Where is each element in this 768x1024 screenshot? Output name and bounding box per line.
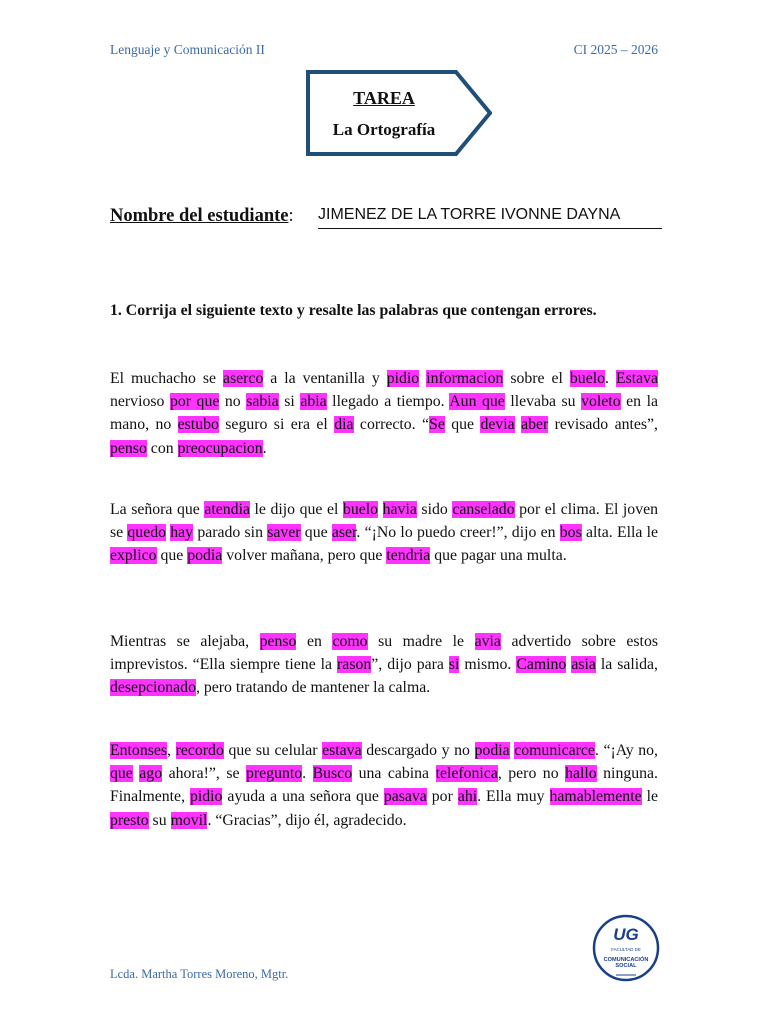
text-run: a la ventanilla y: [263, 370, 387, 387]
text-run: que: [300, 524, 332, 542]
highlighted-error-word: asia: [571, 656, 596, 674]
highlighted-error-word: aber: [521, 416, 549, 434]
title-box: [306, 70, 492, 156]
text-run: llegado a tiempo.: [326, 393, 450, 411]
text-run: volver mañana, pero que: [222, 547, 387, 565]
text-run: mismo.: [459, 656, 517, 674]
highlighted-error-word: aser: [331, 524, 357, 542]
highlighted-error-word: buelo: [569, 370, 605, 387]
highlighted-error-word: si: [448, 656, 460, 674]
highlighted-error-word: recordo: [175, 742, 224, 759]
university-logo: [592, 914, 660, 982]
highlighted-error-word: Estava: [615, 370, 659, 387]
highlighted-error-word: tendria: [386, 547, 431, 565]
text-run: por el clima. El joven se: [110, 501, 659, 542]
text-run: por: [426, 788, 458, 806]
highlighted-error-word: que: [110, 765, 133, 783]
highlighted-error-word: estava: [322, 742, 362, 759]
highlighted-error-word: bos: [559, 524, 582, 542]
text-run: en la mano, no: [110, 393, 658, 434]
text-run: su: [148, 811, 171, 829]
text-run: le dijo que el: [249, 501, 343, 518]
text-run: que pagar una multa.: [430, 547, 567, 565]
text-run: ninguna. Finalmente,: [110, 765, 659, 806]
text-run: .: [302, 765, 313, 783]
text-run: si: [278, 393, 301, 411]
text-run: que: [156, 547, 188, 565]
text-run: una cabina: [352, 765, 436, 783]
highlighted-error-word: Aun que: [449, 393, 505, 411]
paragraph-1: [110, 367, 658, 460]
text-run: que: [444, 416, 481, 434]
text-run: no: [219, 393, 247, 411]
highlighted-error-word: Se: [429, 416, 445, 434]
highlighted-error-word: dia: [334, 416, 354, 434]
highlighted-error-word: podia: [187, 547, 223, 565]
highlighted-error-word: informacion: [426, 370, 504, 387]
title-arrow-shape: [306, 70, 492, 156]
highlighted-error-word: voleto: [581, 393, 621, 411]
text-run: . “Gracias”, dijo él, agradecido.: [207, 811, 407, 829]
text-run: nervioso: [110, 393, 170, 411]
student-field: [110, 204, 662, 232]
highlighted-error-word: pasava: [383, 788, 427, 806]
highlighted-error-word: presto: [110, 811, 149, 829]
highlighted-error-word: podia: [474, 742, 510, 759]
highlighted-error-word: buelo: [342, 501, 379, 518]
highlighted-error-word: ago: [139, 765, 163, 783]
text-run: sobre el: [503, 370, 570, 387]
highlighted-error-word: penso: [259, 633, 297, 650]
paragraph-4: [110, 739, 658, 832]
text-run: .: [605, 370, 616, 387]
highlighted-error-word: comunicarce: [514, 742, 595, 759]
logo-ug: UG: [613, 925, 639, 944]
highlighted-error-word: hamablemente: [549, 788, 642, 806]
text-run: advertido sobre estos imprevistos. “Ella siempre tiene la: [110, 633, 658, 674]
title-tarea: TAREA: [353, 88, 415, 108]
text-run: que su celular: [223, 742, 323, 759]
term-header: CI 2025 – 2026: [573, 42, 658, 57]
highlighted-error-word: abia: [300, 393, 327, 411]
text-run: La señora que: [110, 501, 205, 518]
text-run: le: [641, 788, 658, 806]
highlighted-error-word: atendia: [204, 501, 250, 518]
highlighted-error-word: ahi: [457, 788, 478, 806]
text-run: ”, dijo para: [371, 656, 449, 674]
highlighted-error-word: sabia: [246, 393, 279, 411]
text-run: seguro si era el: [218, 416, 335, 434]
title-subject: La Ortografía: [332, 120, 436, 139]
logo-faculty: FACULTAD DE: [611, 947, 641, 952]
text-run: alta. Ella le: [581, 524, 659, 542]
paragraph-3: [110, 630, 658, 700]
highlighted-error-word: pidio: [386, 370, 420, 387]
text-run: ,: [167, 742, 176, 759]
text-run: . “¡Ay no,: [594, 742, 658, 759]
text-run: El muchacho se: [110, 370, 223, 387]
text-run: [378, 501, 383, 518]
highlighted-error-word: hay: [170, 524, 194, 542]
highlighted-error-word: devia: [480, 416, 515, 434]
highlighted-error-word: explico: [110, 547, 157, 565]
text-run: revisado antes”,: [548, 416, 658, 434]
question-1: 1. Corrija el siguiente texto y resalte las palabras que contengan errores.: [110, 302, 597, 319]
text-run: sido: [416, 501, 453, 518]
text-run: .: [262, 439, 267, 457]
highlighted-error-word: avia: [474, 633, 501, 650]
highlighted-error-word: Camino: [516, 656, 567, 674]
text-run: parado sin: [193, 524, 268, 542]
highlighted-error-word: havia: [382, 501, 417, 518]
highlighted-error-word: desepcionado: [110, 679, 196, 697]
text-run: su madre le: [367, 633, 475, 650]
highlighted-error-word: aserco: [223, 370, 264, 387]
highlighted-error-word: pregunto: [246, 765, 303, 783]
text-run: , pero tratando de mantener la calma.: [195, 679, 431, 697]
text-run: . “¡No lo puedo creer!”, dijo en: [356, 524, 560, 542]
course-header: Lenguaje y Comunicación II: [110, 42, 265, 57]
highlighted-error-word: por que: [169, 393, 220, 411]
highlighted-error-word: rason: [337, 656, 372, 674]
text-run: en: [296, 633, 333, 650]
student-label: Nombre del estudiante:: [110, 206, 294, 226]
highlighted-error-word: estubo: [177, 416, 219, 434]
highlighted-error-word: telefonica: [435, 765, 498, 783]
text-run: ahora!”, se: [162, 765, 246, 783]
student-name: JIMENEZ DE LA TORRE IVONNE DAYNA: [318, 206, 662, 229]
text-run: correcto. “: [353, 416, 430, 434]
text-run: la salida,: [595, 656, 658, 674]
text-run: con: [146, 439, 178, 457]
logo-school: COMUNICACIÓN SOCIAL: [603, 957, 649, 969]
paragraph-2: [110, 498, 658, 568]
text-run: , pero no: [497, 765, 566, 783]
highlighted-error-word: como: [332, 633, 368, 650]
highlighted-error-word: hallo: [565, 765, 597, 783]
highlighted-error-word: saver: [267, 524, 301, 542]
highlighted-error-word: pidio: [189, 788, 223, 806]
text-run: Mientras se alejaba,: [110, 633, 260, 650]
highlighted-error-word: canselado: [452, 501, 515, 518]
text-run: llevaba su: [504, 393, 582, 411]
highlighted-error-word: quedo: [127, 524, 167, 542]
highlighted-error-word: penso: [110, 439, 147, 457]
highlighted-error-word: Entonses: [110, 742, 168, 759]
highlighted-error-word: preocupacion: [177, 439, 263, 457]
text-run: ayuda a una señora que: [222, 788, 384, 806]
text-run: descargado y no: [361, 742, 475, 759]
highlighted-error-word: movil: [170, 811, 208, 829]
footer-author: Lcda. Martha Torres Moreno, Mgtr.: [110, 967, 289, 981]
highlighted-error-word: Busco: [312, 765, 353, 783]
text-run: . Ella muy: [477, 788, 550, 806]
